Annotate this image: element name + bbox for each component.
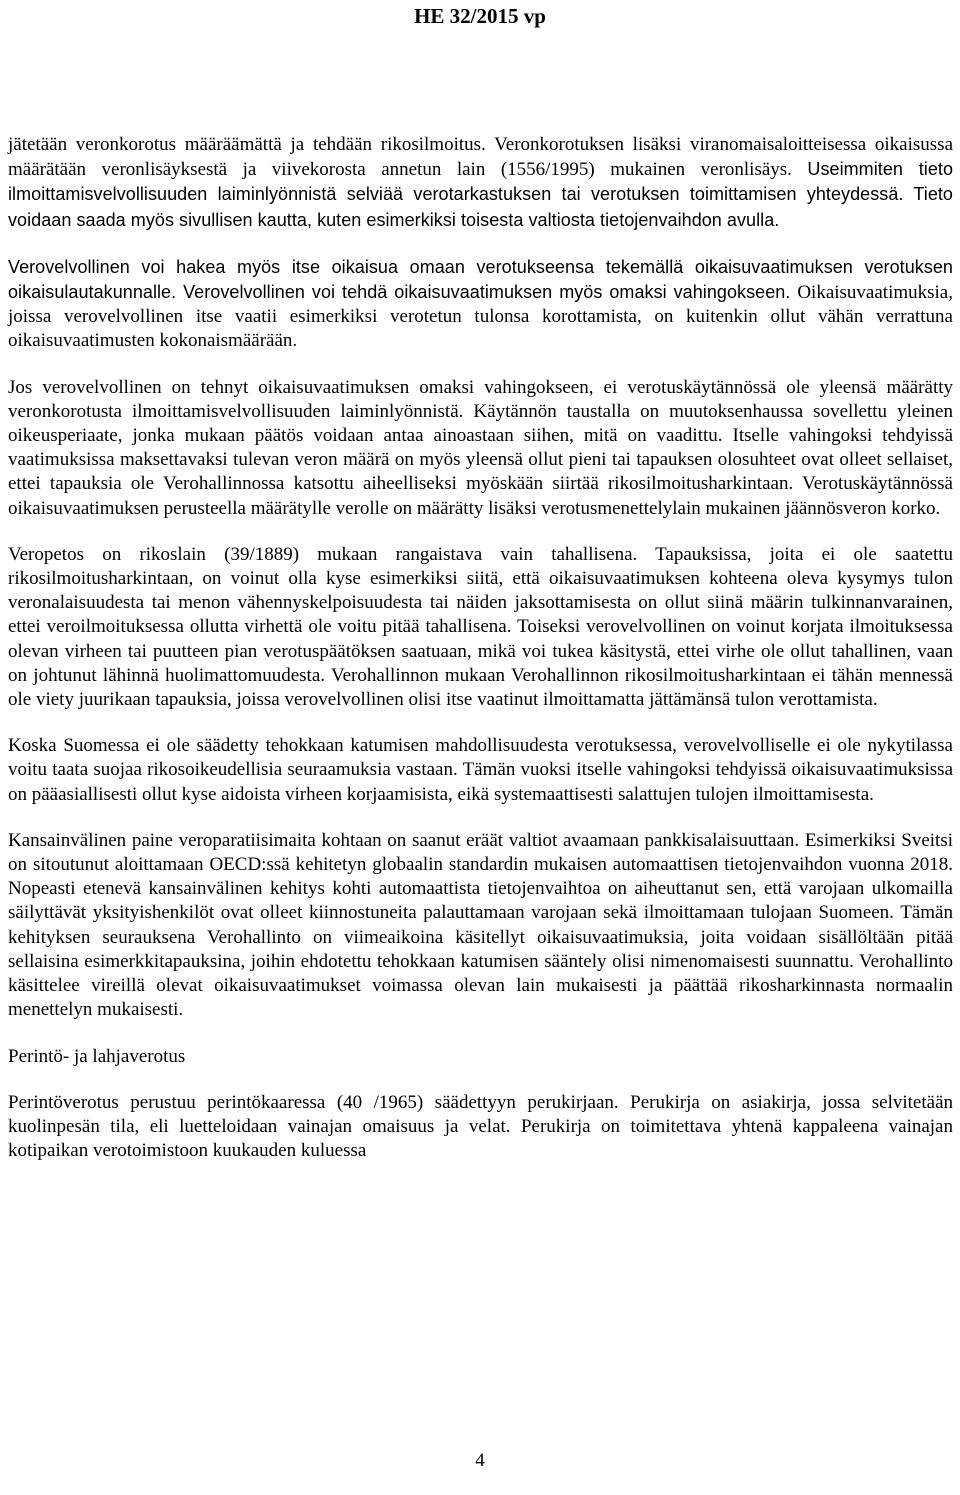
paragraph-own-detriment <box>8 376 953 521</box>
paragraph-segment: Jos verovelvollinen on tehnyt oikaisuvaatimuksen omaksi vahingokseen, ei verotuskäytännössä ole yleensä määrätty veronkorotusta ilmoittamisvelvollisuuden laiminlyönnistä. Käytännön taustalla on muutoksenhaussa sovellettu yleinen oikeusperiaate, jonka mukaan päätös voidaan antaa ainoastaan siihen, mitä on vaadittu. Itselle vahingoksi tehdyissä vaatimuksissa maksettavaksi tulevan veron määrä on myös yleensä ollut pieni tai tapauksen olosuhteet ovat olleet sellaiset, ettei tapauksia ole Verohallinnossa katsottu aiheelliseksi myöskään siirtää rikosilmoitusharkintaan. Verotuskäytännössä oikaisuvaatimuksen perusteella määrätylle verolle on määrätty lisäksi verotusmenettelylain mukainen jäännösveron korko. <box>8 376 953 519</box>
paragraph-segment: Kansainvälinen paine veroparatiisimaita kohtaan on saanut eräät valtiot avaamaan pankkisalaisuuttaan. Esimerkiksi Sveitsi on sitoutunut aloittamaan OECD:ssä kehitetyn globaalin standardin mukaisen automaattisen tietojenvaihdon vuonna 2018. Nopeasti etenevä kansainvälinen kehitys kohti automaattista tietojenvaihtoa on aiheuttanut sen, että varojaan ulkomailla säilyttävät yksityishenkilöt ovat olleet kiinnostuneita palauttamaan varojaan sekä ilmoittamaan tulojaan Suomeen. Tämän kehityksen seurauksena Verohallinto on viimeaikoina käsitellyt oikaisuvaatimuksia, joita voidaan sisällöltään pitää sellaisina esimerkkitapauksina, joihin ehdotettu tehokkaan katumisen sääntely olisi nimenomaisesti suunnattu. Verohallinto käsittelee vireillä olevat oikaisuvaatimukset voimassa olevan lain mukaisesti ja päättää rikosharkinnasta normaalin menettelyn mukaisesti. <box>8 829 953 1021</box>
document-body <box>8 133 953 1185</box>
paragraph-segment: Koska Suomessa ei ole säädetty tehokkaan katumisen mahdollisuudesta verotuksessa, verovelvolliselle ei ole nykytilassa voitu taata suojaa rikosoikeudellisia seuraamuksia vastaan. Tämän vuoksi itselle vahingoksi tehdyissä oikaisuvaatimuksissa on pääasiallisesti ollut kyse aidoista virheen korjaamisista, eikä systemaattisesti salattujen tulojen ilmoittamisesta. <box>8 735 953 805</box>
paragraph-segment: Veropetos on rikoslain (39/1889) mukaan rangaistava vain tahallisena. Tapauksissa, joita ei ole saatettu rikosilmoitusharkintaan, on voinut olla kyse esimerkiksi siitä, että oikaisuvaatimuksen kohteena oleva kysymys tulon veronalaisuudesta tai menon vähennyskelpoisuudesta tai näiden jaksottamisesta on ollut siinä määrin tulkinnanvarainen, ettei veroilmoituksessa ollutta virhettä ole voitu pitää tahallisena. Toiseksi verovelvollinen on voinut korjata ilmoituksessa olevan virheen tai puutteen pian verotuspäätöksen saatuaan, mikä voi tukea käsitystä, ettei virhe ole ollut tahallinen, vaan on johtunut lähinnä huolimattomuudesta. Verohallinnon mukaan Verohallinnon rikosilmoitusharkintaan ei tähän mennessä ole viety juurikaan tapauksia, joissa verovelvollinen olisi itse vaatinut ilmoittamatta jättämänsä tulon verottamista. <box>8 543 953 711</box>
paragraph-penalty-notice <box>8 133 953 233</box>
page-number: 4 <box>475 1450 485 1471</box>
paragraph-segment: Useimmiten tieto ilmoittamisvelvollisuuden laiminlyönnistä selviää verotarkastuksen tai verotuksen toimittamisen yhteydessä. Tieto voidaan saada myös sivullisen kautta, kuten esimerkiksi toisesta valtiosta tietojenvaihdon avulla. <box>8 159 953 230</box>
paragraph-self-correction <box>8 255 953 354</box>
paragraph-tax-fraud <box>8 543 953 712</box>
section-heading: Perintö- ja lahjaverotus <box>8 1045 186 1067</box>
paragraph-inheritance-tax: Perintöverotus perustuu perintökaaressa (40 /1965) säädettyyn perukirjaan. Perukirja on asiakirja, jossa selvitetään kuolinpesän tila, eli luetteloidaan vainajan omaisuus ja velat. Perukirja on toimitettava yhtenä kappaleena vainajan kotipaikan verotoimistoon kuukauden kuluessa <box>8 1091 953 1162</box>
document-id-header: HE 32/2015 vp <box>414 4 546 28</box>
paragraph-segment: jätetään veronkorotus määräämättä ja tehdään rikosilmoitus. Veronkorotuksen lisäksi viranomaisaloitteisessa oikaisussa määrätään veronlisäyksestä ja viivekorosta annetun lain (1556/1995) mukainen veronlisäys. <box>8 134 953 181</box>
paragraph-segment: Verovelvollinen voi hakea myös itse oikaisua omaan verotukseensa tekemällä oikaisuvaatimuksen verotuksen oikaisulautakunnalle. Verovelvollinen voi tehdä oikaisuvaatimuksen myös omaksi vahingokseen. <box>8 256 953 303</box>
paragraph-international-pressure <box>8 829 953 1023</box>
paragraph-segment: Oikaisuvaatimuksia, joissa verovelvollinen itse vaatii esimerkiksi verotetun tulonsa korottamista, on kuitenkin ollut vähän verrattuna oikaisuvaatimusten kokonaismäärään. <box>8 282 953 352</box>
paragraph-effective-repentance <box>8 734 953 807</box>
